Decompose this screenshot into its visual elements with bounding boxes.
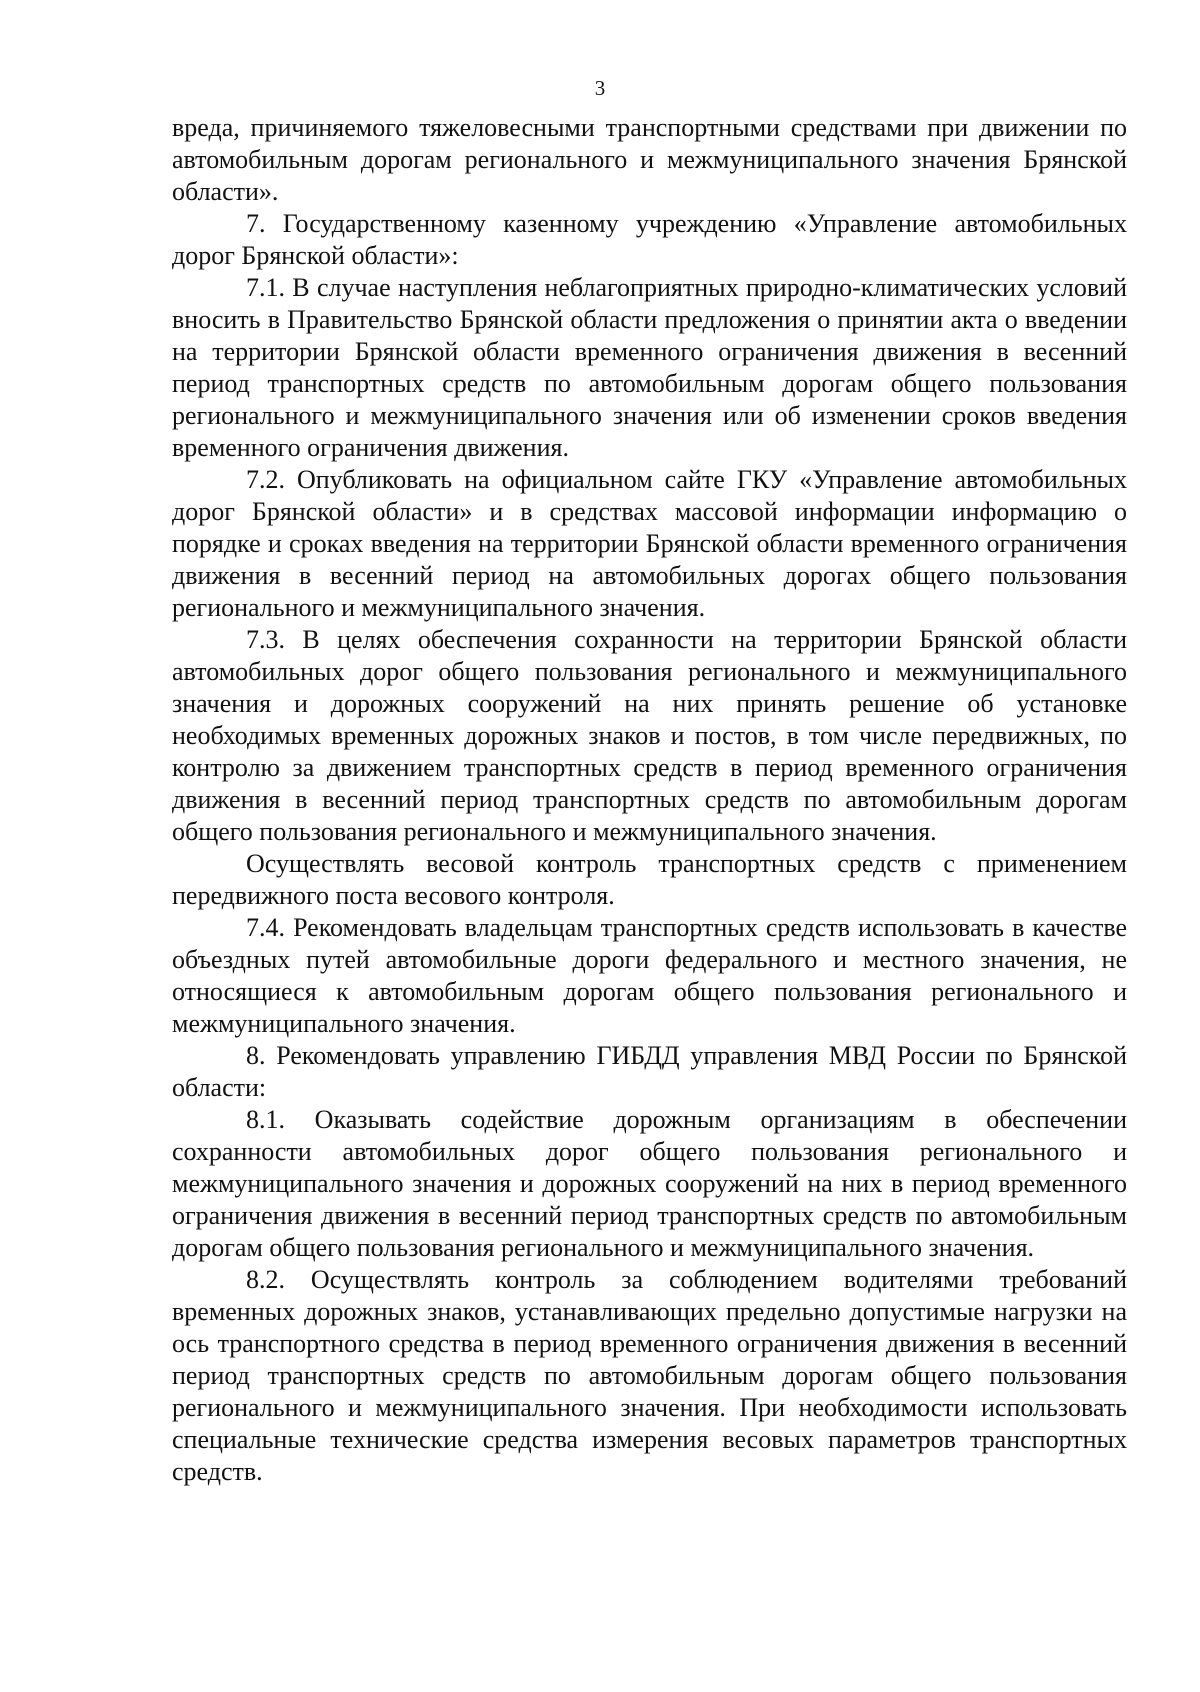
paragraph-item-7-2: 7.2. Опубликовать на официальном сайте ГКУ «Управление автомобильных дорог Брянской области» и в средствах массовой информации информацию о порядке и сроках введения на территории Брянской области временного ограничения движения в весенний период на автомобильных дорогах общего пользования регионального и межмуниципального значения. [172,465,1127,622]
paragraph-item-7-4: 7.4. Рекомендовать владельцам транспортных средств использовать в качестве объездных путей автомобильные дороги федерального и местного значения, не относящиеся к автомобильным дорогам общего пользования регионального и межмуниципального значения. [172,913,1127,1038]
paragraph-continuation: вреда, причиняемого тяжеловесными транспортными средствами при движении по автомобильным дорогам регионального и межмуниципального значения Брянской области». [172,113,1127,206]
paragraph-item-8: 8. Рекомендовать управлению ГИБДД управления МВД России по Брянской области: [172,1041,1127,1102]
paragraph-item-8-2: 8.2. Осуществлять контроль за соблюдением водителями требований временных дорожных знаков, устанавливающих предельно допустимые нагрузки на ось транспортного средства в период временного ограничения движения в весенний период транспортных средств по автомобильным дорогам общего пользования регионального и межмуниципального значения. При необходимости использовать специальные технические средства измерения весовых параметров транспортных средств. [172,1265,1127,1486]
paragraph-item-7-3: 7.3. В целях обеспечения сохранности на территории Брянской области автомобильных дорог общего пользования регионального и межмуниципального значения и дорожных сооружений на них принять решение об установке необходимых временных дорожных знаков и постов, в том числе передвижных, по контролю за движением транспортных средств в период временного ограничения движения в весенний период транспортных средств по автомобильным дорогам общего пользования регионального и межмуниципального значения. [172,625,1127,846]
document-body [172,112,1127,1488]
paragraph-weight-control: Осуществлять весовой контроль транспортных средств с применением передвижного поста весового контроля. [172,849,1127,910]
paragraph-item-8-1: 8.1. Оказывать содействие дорожным организациям в обеспечении сохранности автомобильных дорог общего пользования регионального и межмуниципального значения и дорожных сооружений на них в период временного ограничения движения в весенний период транспортных средств по автомобильным дорогам общего пользования регионального и межмуниципального значения. [172,1105,1127,1262]
paragraph-item-7: 7. Государственному казенному учреждению «Управление автомобильных дорог Брянской области»: [172,209,1127,270]
paragraph-item-7-1: 7.1. В случае наступления неблагоприятных природно-климатических условий вносить в Правительство Брянской области предложения о принятии акта о введении на территории Брянской области временного ограничения движения в весенний период транспортных средств по автомобильным дорогам общего пользования регионального и межмуниципального значения или об изменении сроков введения временного ограничения движения. [172,273,1127,462]
page-number: 3 [594,76,606,100]
